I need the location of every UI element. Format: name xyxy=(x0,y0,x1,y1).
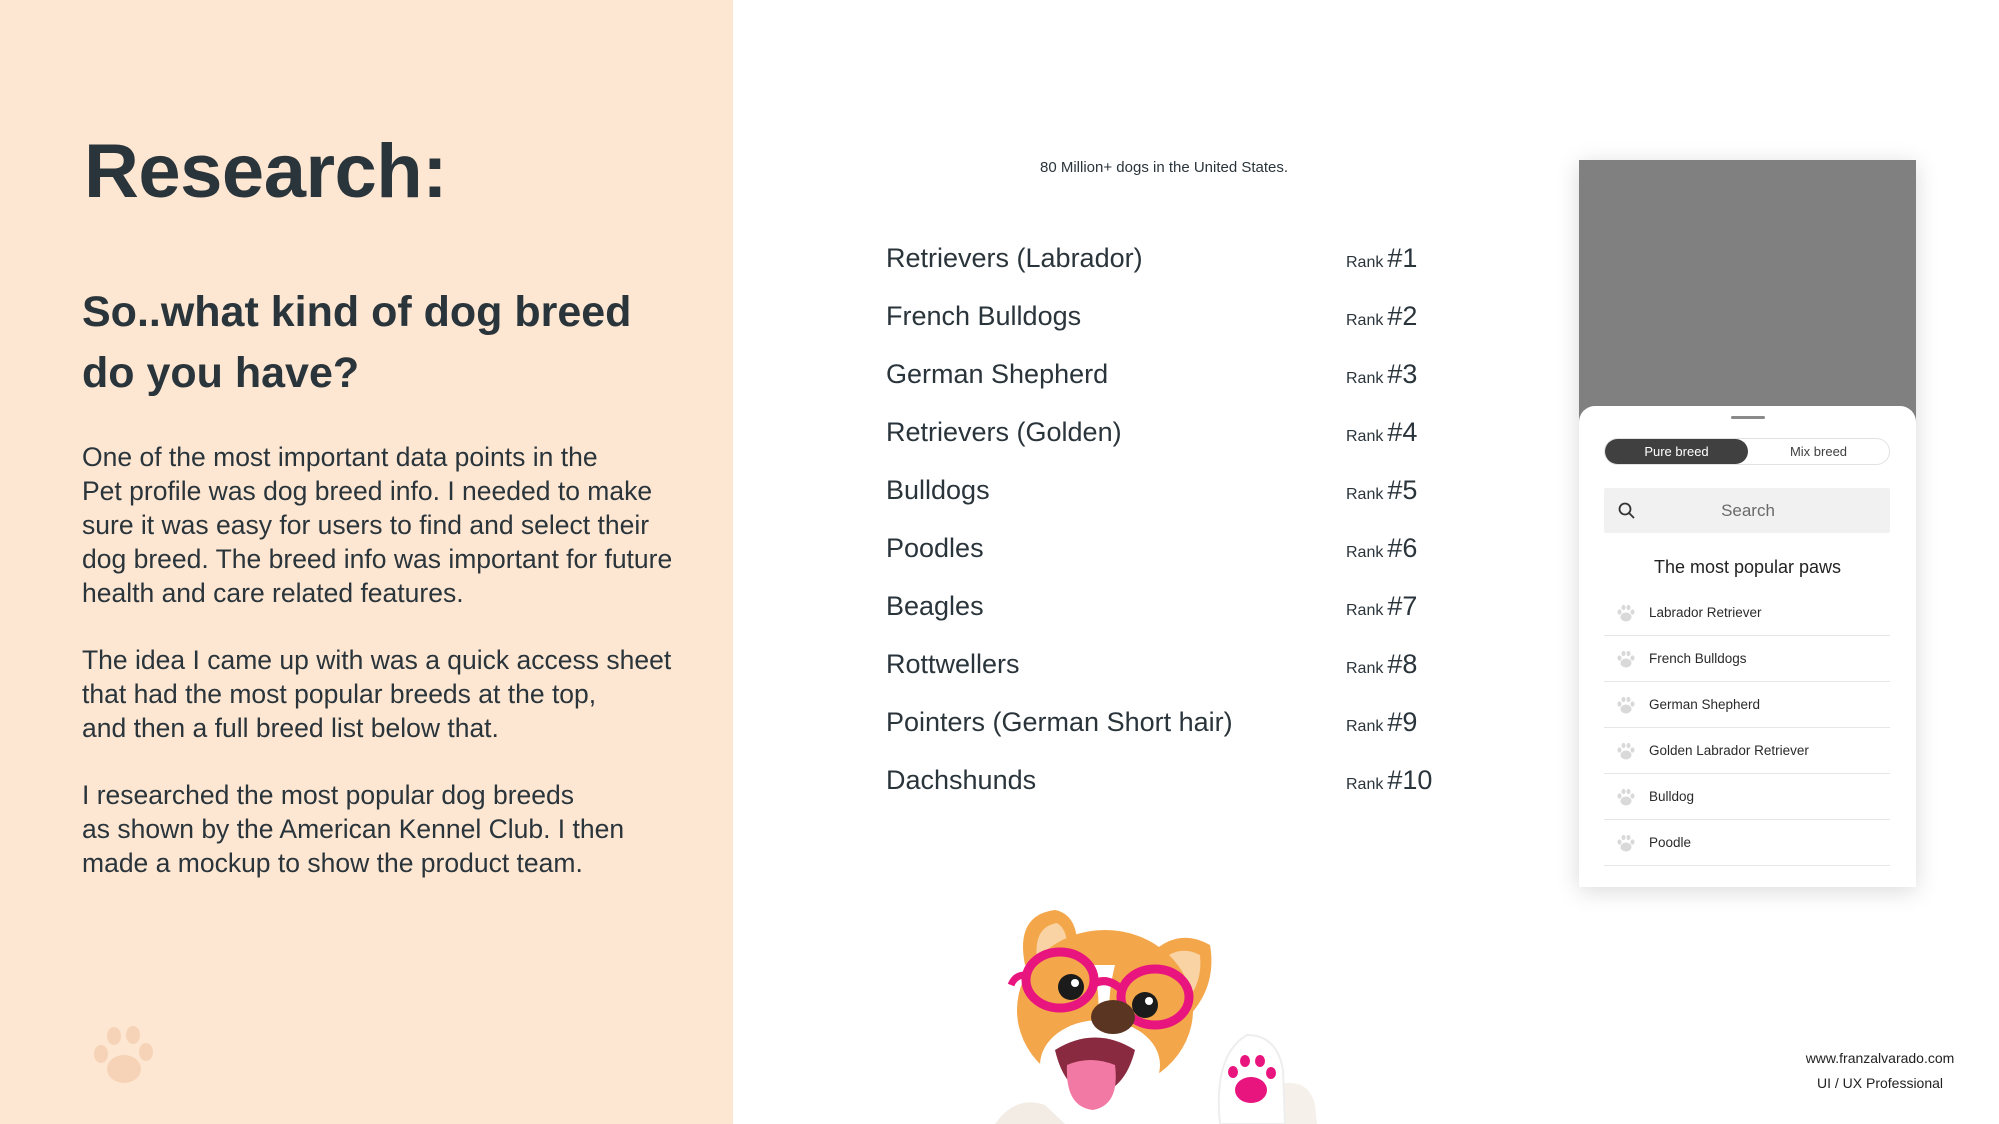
breed-list-item-label: Bulldog xyxy=(1649,789,1695,804)
breed-rank xyxy=(1346,243,1417,274)
rank-number: #8 xyxy=(1387,649,1418,679)
paw-icon xyxy=(1616,604,1636,623)
breed-type-toggle xyxy=(1604,438,1890,465)
paw-icon xyxy=(1616,696,1636,715)
paw-icon xyxy=(1616,834,1636,853)
breed-rank-row xyxy=(886,649,1426,689)
paw-icon xyxy=(1616,650,1636,669)
breed-list-item-label: Labrador Retriever xyxy=(1649,605,1762,620)
breed-rank-row xyxy=(886,359,1426,399)
breed-rank-row xyxy=(886,417,1426,457)
section-heading xyxy=(82,282,682,404)
rank-label: Rank xyxy=(1346,776,1384,793)
paragraph-1-line: dog breed. The breed info was important for future xyxy=(82,544,673,574)
dog-population-stat: 80 Million+ dogs in the United States. xyxy=(1040,159,1289,176)
rank-label: Rank xyxy=(1346,312,1384,329)
paragraph-3-line: I researched the most popular dog breeds xyxy=(82,780,575,810)
breed-name: Pointers (German Short hair) xyxy=(886,707,1233,737)
rank-label: Rank xyxy=(1346,660,1384,677)
breed-name: Dachshunds xyxy=(886,765,1037,795)
breed-rank-row xyxy=(886,475,1426,515)
rank-number: #2 xyxy=(1387,301,1418,331)
page-title: Research: xyxy=(84,129,448,214)
rank-number: #10 xyxy=(1387,765,1433,795)
rank-label: Rank xyxy=(1346,486,1384,503)
rank-label: Rank xyxy=(1346,254,1384,271)
search-bar xyxy=(1604,488,1890,533)
paragraph-2 xyxy=(82,643,702,745)
search-input[interactable] xyxy=(1648,488,1848,533)
rank-number: #7 xyxy=(1387,591,1418,621)
breed-rank xyxy=(1346,533,1417,564)
breed-list-item-label: French Bulldogs xyxy=(1649,651,1747,666)
breed-rank xyxy=(1346,765,1432,796)
breed-name: Retrievers (Golden) xyxy=(886,417,1122,447)
breed-list-item-label: German Shepherd xyxy=(1649,697,1761,712)
corgi-mascot-illustration xyxy=(985,905,1345,1124)
breed-list-item[interactable] xyxy=(1604,682,1890,728)
breed-list-item[interactable] xyxy=(1604,820,1890,866)
paw-icon xyxy=(1616,788,1636,807)
breed-name: German Shepherd xyxy=(886,359,1109,389)
breed-rank xyxy=(1346,475,1417,506)
breed-rank-row xyxy=(886,707,1426,747)
breed-rank-row xyxy=(886,243,1426,283)
rank-number: #5 xyxy=(1387,475,1418,505)
rank-number: #6 xyxy=(1387,533,1418,563)
breed-name: French Bulldogs xyxy=(886,301,1082,331)
mix-breed-tab[interactable]: Mix breed xyxy=(1789,444,1848,459)
breed-rank xyxy=(1346,707,1417,738)
paw-icon xyxy=(88,1022,158,1090)
breed-name: Poodles xyxy=(886,533,984,563)
breed-rank-row xyxy=(886,533,1426,573)
rank-label: Rank xyxy=(1346,544,1384,561)
pure-breed-tab[interactable]: Pure breed xyxy=(1605,439,1748,464)
popular-breeds-heading: The most popular paws xyxy=(1653,557,1842,577)
paragraph-3-line: made a mockup to show the product team. xyxy=(82,848,583,878)
breed-name: Beagles xyxy=(886,591,984,621)
rank-label: Rank xyxy=(1346,718,1384,735)
heading-line-1: So..what kind of dog breed xyxy=(82,288,632,336)
breed-rank xyxy=(1346,359,1417,390)
rank-number: #9 xyxy=(1387,707,1418,737)
paragraph-2-line: that had the most popular breeds at the top, xyxy=(82,679,597,709)
bottom-sheet xyxy=(1579,406,1916,887)
footer-role: UI / UX Professional xyxy=(1816,1075,1944,1091)
paragraph-2-line: The idea I came up with was a quick access sheet xyxy=(82,645,672,675)
breed-list-item[interactable] xyxy=(1604,636,1890,682)
breed-name: Retrievers (Labrador) xyxy=(886,243,1143,273)
breed-rank-row xyxy=(886,765,1433,805)
breed-rank xyxy=(1346,649,1417,680)
rank-number: #3 xyxy=(1387,359,1418,389)
breed-list-item-label: Poodle xyxy=(1649,835,1692,850)
search-icon xyxy=(1617,501,1636,520)
breed-rank xyxy=(1346,591,1417,622)
rank-number: #1 xyxy=(1387,243,1418,273)
breed-name: Bulldogs xyxy=(886,475,990,505)
paragraph-1 xyxy=(82,440,702,610)
breed-list-item[interactable] xyxy=(1604,774,1890,820)
breed-list-item-label: Golden Labrador Retriever xyxy=(1649,743,1809,758)
sheet-drag-handle[interactable] xyxy=(1731,416,1765,419)
rank-label: Rank xyxy=(1346,602,1384,619)
breed-name: Rottwellers xyxy=(886,649,1020,679)
paragraph-3 xyxy=(82,778,702,880)
rank-label: Rank xyxy=(1346,370,1384,387)
footer-website: www.franzalvarado.com xyxy=(1805,1050,1955,1066)
rank-label: Rank xyxy=(1346,428,1384,445)
paragraph-1-line: One of the most important data points in the xyxy=(82,442,598,472)
heading-line-2: do you have? xyxy=(82,349,360,397)
phone-mockup xyxy=(1579,160,1916,887)
left-panel xyxy=(0,0,733,1124)
breed-rank-row xyxy=(886,301,1426,341)
paragraph-2-line: and then a full breed list below that. xyxy=(82,713,499,743)
breed-list-item[interactable] xyxy=(1604,590,1890,636)
breed-rank xyxy=(1346,301,1417,332)
rank-number: #4 xyxy=(1387,417,1418,447)
paragraph-1-line: sure it was easy for users to find and select their xyxy=(82,510,650,540)
paragraph-3-line: as shown by the American Kennel Club. I then xyxy=(82,814,625,844)
breed-rank-row xyxy=(886,591,1426,631)
breed-list-item[interactable] xyxy=(1604,728,1890,774)
breed-rank xyxy=(1346,417,1417,448)
paragraph-1-line: Pet profile was dog breed info. I needed to make xyxy=(82,476,653,506)
paragraph-1-line: health and care related features. xyxy=(82,578,464,608)
mockup-header-area xyxy=(1579,160,1916,422)
paw-icon xyxy=(1616,742,1636,761)
